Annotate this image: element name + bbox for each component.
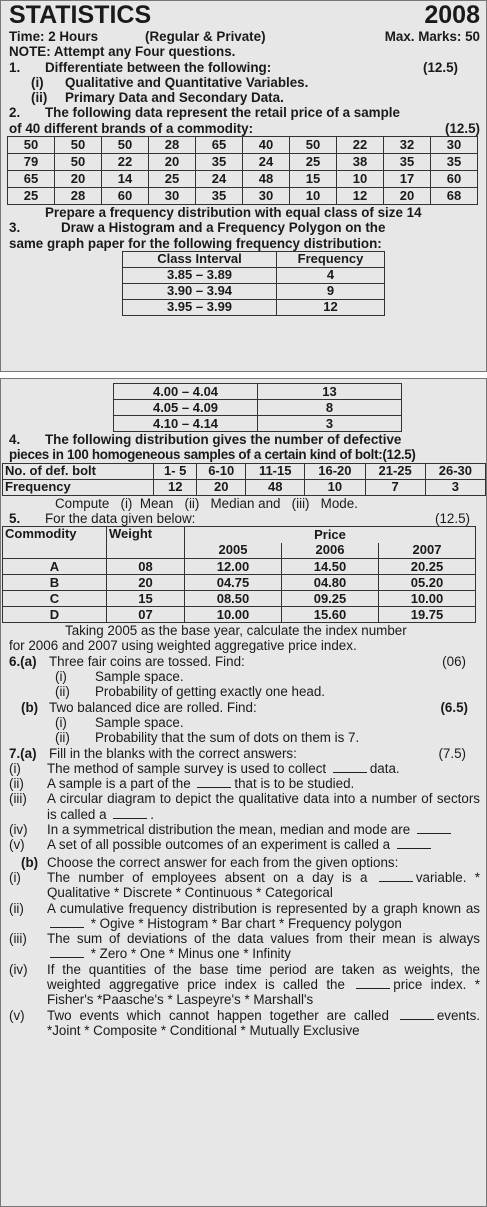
price-cell: 60 — [431, 171, 478, 188]
price-cell: 65 — [196, 137, 243, 154]
price-cell: 25 — [149, 171, 196, 188]
price-cell: 04.75 — [185, 575, 282, 591]
price-cell: 50 — [8, 137, 55, 154]
price-cell: 30 — [243, 188, 290, 205]
commodity-cell: D — [3, 607, 107, 623]
weight-cell: 15 — [107, 591, 185, 607]
price-cell: 20 — [149, 154, 196, 171]
price-cell: 50 — [55, 154, 102, 171]
price-cell: 25 — [8, 188, 55, 205]
answer-blank — [417, 823, 451, 834]
commodity-row — [3, 591, 476, 607]
price-row — [8, 171, 478, 188]
price-cell: 38 — [337, 154, 384, 171]
price-cell: 50 — [55, 137, 102, 154]
q1-item-2: (ii) Primary Data and Secondary Data. — [31, 90, 284, 106]
question-item: (ii) A sample is a part of the that is to be studied. — [9, 776, 355, 792]
exam-mode: (Regular & Private) — [145, 29, 266, 44]
price-cell: 08.50 — [185, 591, 282, 607]
frequency-table-part1: Class Interval Frequency 3.85 – 3.89 4 3.90 – 3.94 9 3.95 – 3.99 12 — [122, 251, 385, 316]
question-item: (iv) In a symmetrical distribution the mean, median and mode are — [9, 822, 480, 837]
price-cell: 10 — [337, 171, 384, 188]
question-item: (iii) The sum of deviations of the data values from their mean is always * Zero * One * Minus one * Infinity — [9, 931, 480, 962]
commodity-cell: C — [3, 591, 107, 607]
price-cell: 12.00 — [185, 559, 282, 575]
question-item: (i) The number of employees absent on a day is a variable. * Qualitative * Discrete * Continuous * Categorical — [9, 869, 480, 901]
answer-blank — [50, 947, 84, 958]
subject-title: STATISTICS — [9, 1, 152, 29]
answer-blank — [397, 838, 431, 849]
answer-blank — [400, 1009, 434, 1020]
weight-cell: 20 — [107, 575, 185, 591]
question-6b: (b) Two balanced dice are rolled. Find: (6.5) — [21, 699, 468, 715]
price-cell: 35 — [384, 154, 431, 171]
price-cell: 28 — [55, 188, 102, 205]
exam-year: 2008 — [424, 1, 480, 29]
price-row — [8, 188, 478, 205]
instructions-note: NOTE: Attempt any Four questions. — [9, 44, 236, 60]
question-1: 1. Differentiate between the following: (12.5) — [9, 59, 458, 75]
price-index-table: Commodity Weight Price 2005 2006 2007 A 08 12.00 14.50 20.25 B 20 04.75 04.80 05.20 C 15 08.50 09.25 10.00 D 07 10.00 15.60 19.75 — [2, 526, 476, 623]
answer-blank — [197, 777, 231, 788]
multiple-choice-list — [9, 870, 480, 1038]
price-cell: 30 — [431, 137, 478, 154]
price-cell: 24 — [243, 154, 290, 171]
price-cell: 05.20 — [379, 575, 476, 591]
question-item: (ii) A cumulative frequency distribution is represented by a graph known as * Ogive * Histogram * Bar chart * Frequency polygon — [9, 900, 480, 931]
commodity-row — [3, 575, 476, 591]
time-label: Time: 2 Hours — [9, 29, 99, 44]
frequency-table-part2: 4.00 – 4.04 13 4.05 – 4.09 8 4.10 – 4.14 3 — [113, 383, 402, 432]
price-data-table — [7, 136, 478, 205]
price-cell: 20 — [55, 171, 102, 188]
price-cell: 60 — [102, 188, 149, 205]
question-3: 3. Draw a Histogram and a Frequency Polygon on the — [9, 220, 386, 236]
question-item: (iv) If the quantities of the base time period are taken as weights, the weighted aggregative price index is called the price index. * Fisher's *Paasche's * Laspeyre's * Marshall's — [9, 961, 480, 1008]
exam-sheet-bottom: 4.00 – 4.04 13 4.05 – 4.09 8 4.10 – 4.14 3 4. The following distribution gives the number of defective pieces in 100 homogeneous samples of a certain kind of bolt:(12.5) No. of def. bolt 1- 5 6-10 11-15 16-20 21-25 26-30 Frequency 12 20 48 10 7 3 Compute (i) Mean (ii) Median and (iii) Mode. 5. For the data given below: (12.5) Commodity Weight Price 2005 2006 2007 A 08 12.00 14.50 20.25 B 20 04.75 04.80 05.20 C 15 08.50 09.25 10.00 D 07 10.00 15.60 19.75 Taking 2005 as the base year, calculate the index number for 2006 and 2007 using weighted aggregative price index. 6.(a) Three fair coins are tossed. Find: (06) (i) Sample space. (ii) Probability of getting exactly one head. (b) Two balanced dice are rolled. Find: (6.5) (i) Sample space. (ii) Probability that the sum of dots on them is 7. 7.(a) Fill in the blanks with the correct answers: (7.5) (i) The method of sample survey is used to collect data. (ii) A sample is a part of the that is to be studied. (iii) A circular diagram to depict the qualitative data into a number of sectors is called a . (iv) In a symmetrical distribution the mean, median and mode are (v) A set of all possible outcomes of an experiment is called a (b) Choose the correct answer for each from the given options: (i) The number of employees absent on a day is a variable. * Qualitative * Discrete * Continuous * Categorical (ii) A cumulative frequency distribution is represented by a graph known as * Ogive * Histogram * Bar chart * Frequency polygon (iii) The sum of deviations of the data values from their mean is always * Zero * One * Minus one * Infinity (iv) If the quantities of the base time period are taken as weights, the weighted aggregative price index is called the price index. * Fisher's *Paasche's * Laspeyre's * Marshall's (v) Two events which cannot happen together are called events. *Joint * Composite * Conditional * Mutually Exclusive — [0, 378, 487, 1207]
commodity-cell: B — [3, 575, 107, 591]
answer-options: * Qualitative * Discrete * Continuous * Categorical — [47, 869, 480, 901]
price-cell: 09.25 — [282, 591, 379, 607]
answer-options: * Ogive * Histogram * Bar chart * Frequency polygon — [90, 915, 402, 931]
price-cell: 50 — [102, 137, 149, 154]
price-cell: 40 — [243, 137, 290, 154]
price-cell: 04.80 — [282, 575, 379, 591]
price-cell: 19.75 — [379, 607, 476, 623]
price-cell: 15.60 — [282, 607, 379, 623]
answer-options: *Joint * Composite * Conditional * Mutually Exclusive — [47, 1022, 360, 1038]
question-7b: (b) Choose the correct answer for each from the given options: — [21, 854, 399, 870]
price-cell: 25 — [290, 154, 337, 171]
price-row — [8, 154, 478, 171]
price-cell: 14.50 — [282, 559, 379, 575]
price-cell: 35 — [431, 154, 478, 171]
q1-item-1: (i) Qualitative and Quantitative Variables. — [31, 74, 309, 90]
question-5: 5. For the data given below: (12.5) — [9, 510, 470, 526]
price-cell: 17 — [384, 171, 431, 188]
max-marks: Max. Marks: 50 — [384, 29, 480, 44]
answer-blank — [333, 762, 367, 773]
question-item: (v) A set of all possible outcomes of an experiment is called a — [9, 837, 480, 852]
price-cell: 32 — [384, 137, 431, 154]
question-6a: 6.(a) Three fair coins are tossed. Find: (06) — [9, 653, 466, 669]
question-2: 2. The following data represent the retail price of a sample — [9, 105, 400, 121]
price-cell: 35 — [196, 154, 243, 171]
price-row — [8, 137, 478, 154]
price-cell: 65 — [8, 171, 55, 188]
answer-options: * Fisher's *Paasche's * Laspeyre's * Marshall's — [47, 977, 480, 1008]
price-cell: 79 — [8, 154, 55, 171]
price-cell: 48 — [243, 171, 290, 188]
price-cell: 10 — [290, 188, 337, 205]
q2-instruction: Prepare a frequency distribution with equal class of size 14 — [45, 205, 422, 221]
question-item: (iii) A circular diagram to depict the qualitative data into a number of sectors is called a . — [9, 791, 480, 822]
weight-cell: 08 — [107, 559, 185, 575]
answer-options: * Zero * One * Minus one * Infinity — [90, 946, 291, 962]
price-cell: 24 — [196, 171, 243, 188]
price-cell: 10.00 — [379, 591, 476, 607]
question-item: (i) The method of sample survey is used to collect data. — [9, 760, 400, 776]
answer-blank — [379, 871, 413, 882]
answer-blank — [113, 808, 147, 819]
price-cell: 20.25 — [379, 559, 476, 575]
price-cell: 14 — [102, 171, 149, 188]
price-cell: 22 — [102, 154, 149, 171]
answer-blank — [50, 917, 84, 928]
price-cell: 12 — [337, 188, 384, 205]
commodity-row — [3, 559, 476, 575]
fill-blanks-list — [9, 761, 480, 853]
question-4: 4. The following distribution gives the number of defective — [9, 432, 402, 447]
question-item: (v) Two events which cannot happen together are called events. *Joint * Composite * Conditional * Mutually Exclusive — [9, 1007, 480, 1038]
price-cell: 35 — [196, 188, 243, 205]
price-cell: 20 — [384, 188, 431, 205]
price-cell: 30 — [149, 188, 196, 205]
price-cell: 15 — [290, 171, 337, 188]
price-cell: 28 — [149, 137, 196, 154]
commodity-row — [3, 607, 476, 623]
answer-blank — [356, 978, 390, 989]
commodity-cell: A — [3, 559, 107, 575]
question-7a: 7.(a) Fill in the blanks with the correct answers: (7.5) — [9, 745, 466, 761]
price-cell: 50 — [290, 137, 337, 154]
exam-sheet-top: STATISTICS 2008 Time: 2 Hours (Regular & Private) Max. Marks: 50 NOTE: Attempt any Four questions. 1. Differentiate between the following: (12.5) (i) Qualitative and Quantitative Variables. (ii) Primary Data and Secondary Data. 2. The following data represent the retail price of a sample of 40 different brands of a commodity: (12.5) 50 50 50 28 65 40 50 22 32 30 79 50 22 20 35 24 25 38 35 35 65 20 14 25 24 48 15 10 17 60 25 28 60 30 35 30 10 12 20 68 Prepare a frequency distribution with equal class of size 14 3. Draw a Histogram and a Frequency Polygon on the same graph paper for the following frequency distribution: Class Interval Frequency 3.85 – 3.89 4 3.90 – 3.94 9 3.95 – 3.99 12 — [0, 0, 487, 372]
price-cell: 22 — [337, 137, 384, 154]
price-cell: 68 — [431, 188, 478, 205]
defective-bolt-table: No. of def. bolt 1- 5 6-10 11-15 16-20 21-25 26-30 Frequency 12 20 48 10 7 3 — [2, 463, 486, 496]
weight-cell: 07 — [107, 607, 185, 623]
price-cell: 10.00 — [185, 607, 282, 623]
q4-compute: Compute (i) Mean (ii) Median and (iii) Mode. — [55, 495, 358, 511]
